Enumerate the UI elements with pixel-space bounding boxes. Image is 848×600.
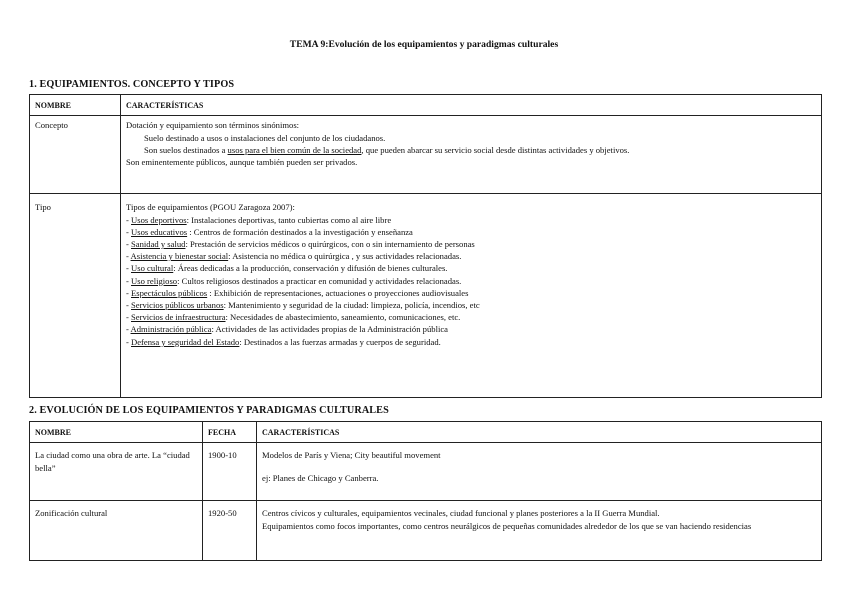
tipo-description: : Cultos religiosos destinados a practicar en comunidad y actividades relacionadas.	[177, 275, 462, 286]
tipo-list-item: - Asistencia y bienestar social: Asistencia no médica o quirúrgica , y sus actividades relacionadas.	[126, 251, 462, 262]
tipo-description: : Instalaciones deportivas, tanto cubiertas como al aire libre	[186, 214, 392, 225]
concepto-line-1: Dotación y equipamiento son términos sinónimos:	[126, 120, 300, 131]
row-characteristics	[257, 501, 822, 561]
table-row	[30, 501, 822, 561]
tipo-term: Servicios de infraestructura	[131, 312, 226, 323]
table-header-row	[30, 422, 822, 443]
document-title: TEMA 9:Evolución de los equipamientos y paradigmas culturales	[289, 39, 559, 50]
tipo-description: : Actividades de las actividades propias de la Administración pública	[211, 324, 448, 335]
tipo-list-item: - Uso cultural: Áreas dedicadas a la producción, conservación y difusión de bienes culturales.	[126, 263, 448, 274]
tipo-term: Espectáculos públicos	[131, 287, 208, 298]
tipo-term: Defensa y seguridad del Estado	[131, 336, 240, 347]
section-1-title: 1. EQUIPAMIENTOS. CONCEPTO Y TIPOS	[29, 79, 235, 90]
row-date: 1920-50	[203, 501, 257, 561]
tipo-term: Administración pública	[130, 324, 212, 335]
tipo-list-item: - Usos educativos : Centros de formación destinados a la investigación y enseñanza	[126, 226, 413, 237]
tipo-term: Uso religioso	[131, 275, 178, 286]
table-row-tipo	[30, 194, 822, 398]
tipo-term: Uso cultural	[131, 263, 174, 274]
tipo-list-item: - Uso religioso: Cultos religiosos destinados a practicar en comunidad y actividades relacionadas.	[126, 275, 462, 286]
header-date: FECHA	[203, 422, 257, 443]
tipo-description: : Destinados a las fuerzas armadas y cuerpos de seguridad.	[239, 336, 441, 347]
row-name-tipo: Tipo	[30, 194, 121, 398]
tipo-list-item: - Usos deportivos: Instalaciones deportivas, tanto cubiertas como al aire libre	[126, 214, 392, 225]
tipo-term: Sanidad y salud	[131, 238, 186, 249]
table-row	[30, 443, 822, 501]
tipo-intro: Tipos de equipamientos (PGOU Zaragoza 2007):	[126, 202, 295, 213]
tipo-term: Usos educativos	[131, 226, 188, 237]
evolution-table	[29, 421, 822, 561]
tipo-description: : Asistencia no médica o quirúrgica , y sus actividades relacionadas.	[228, 251, 462, 262]
header-characteristics: CARACTERÍSTICAS	[257, 422, 822, 443]
concepto-line-2: Suelo destinado a usos o instalaciones del conjunto de los ciudadanos.	[144, 132, 386, 143]
concepto-line-3: Son suelos destinados a usos para el bien común de la sociedad, que pueden abarcar su servicio social desde distintas actividades y objetivos.	[144, 144, 630, 155]
characteristics-line-1: Centros cívicos y culturales, equipamientos vecinales, ciudad funcional y planes posteriores a la II Guerra Mundial.	[262, 508, 660, 519]
characteristics-line-1: Modelos de París y Viena; City beautiful movement	[262, 450, 441, 461]
tipo-description: : Necesidades de abastecimiento, saneamiento, comunicaciones, etc.	[225, 312, 461, 323]
table-row-concepto	[30, 116, 822, 194]
concepto-line-4: Son eminentemente públicos, aunque también pueden ser privados.	[126, 156, 358, 167]
tipo-list-item: - Defensa y seguridad del Estado: Destinados a las fuerzas armadas y cuerpos de seguridad.	[126, 336, 441, 347]
tipo-term: Usos deportivos	[131, 214, 187, 225]
tipo-term: Asistencia y bienestar social	[130, 251, 229, 262]
header-name: NOMBRE	[30, 95, 121, 116]
row-name: La ciudad como una obra de arte. La “ciudad bella”	[30, 443, 203, 501]
tipo-list-item: - Servicios públicos urbanos: Mantenimiento y seguridad de la ciudad: limpieza, policía, incendios, etc	[126, 299, 480, 310]
equipment-table	[29, 94, 822, 398]
header-name: NOMBRE	[30, 422, 203, 443]
row-name: Zonificación cultural	[30, 501, 203, 561]
tipo-list	[126, 214, 816, 348]
row-characteristics-tipo	[121, 194, 822, 398]
tipo-list-item: - Espectáculos públicos : Exhibición de representaciones, actuaciones o proyecciones audiovisuales	[126, 287, 469, 298]
tipo-list-item: - Servicios de infraestructura: Necesidades de abastecimiento, saneamiento, comunicaciones, etc.	[126, 312, 461, 323]
header-characteristics: CARACTERÍSTICAS	[121, 95, 822, 116]
tipo-list-item: - Administración pública: Actividades de las actividades propias de la Administración pública	[126, 324, 448, 335]
concepto-underlined-term: usos para el bien común de la sociedad	[227, 144, 362, 155]
table-header-row	[30, 95, 822, 116]
row-name-concepto: Concepto	[30, 116, 121, 194]
row-date: 1900-10	[203, 443, 257, 501]
characteristics-line-2: ej: Planes de Chicago y Canberra.	[262, 472, 379, 483]
row-characteristics-concepto	[121, 116, 822, 194]
tipo-term: Servicios públicos urbanos	[131, 299, 224, 310]
row-characteristics	[257, 443, 822, 501]
tipo-list-item: - Sanidad y salud: Prestación de servicios médicos o quirúrgicos, con o sin internamiento de personas	[126, 238, 475, 249]
section-2-title: 2. EVOLUCIÓN DE LOS EQUIPAMIENTOS Y PARADIGMAS CULTURALES	[29, 405, 389, 416]
characteristics-line-2: Equipamientos como focos importantes, como centros neurálgicos de pequeñas comunidades alrededor de los que se van haciendo residencias	[262, 520, 752, 531]
tipo-description: : Centros de formación destinados a la investigación y enseñanza	[187, 226, 413, 237]
tipo-description: : Prestación de servicios médicos o quirúrgicos, con o sin internamiento de personas	[185, 238, 475, 249]
tipo-description: : Áreas dedicadas a la producción, conservación y difusión de bienes culturales.	[173, 263, 448, 274]
tipo-description: : Mantenimiento y seguridad de la ciudad: limpieza, policía, incendios, etc	[223, 299, 480, 310]
tipo-description: : Exhibición de representaciones, actuaciones o proyecciones audiovisuales	[207, 287, 469, 298]
